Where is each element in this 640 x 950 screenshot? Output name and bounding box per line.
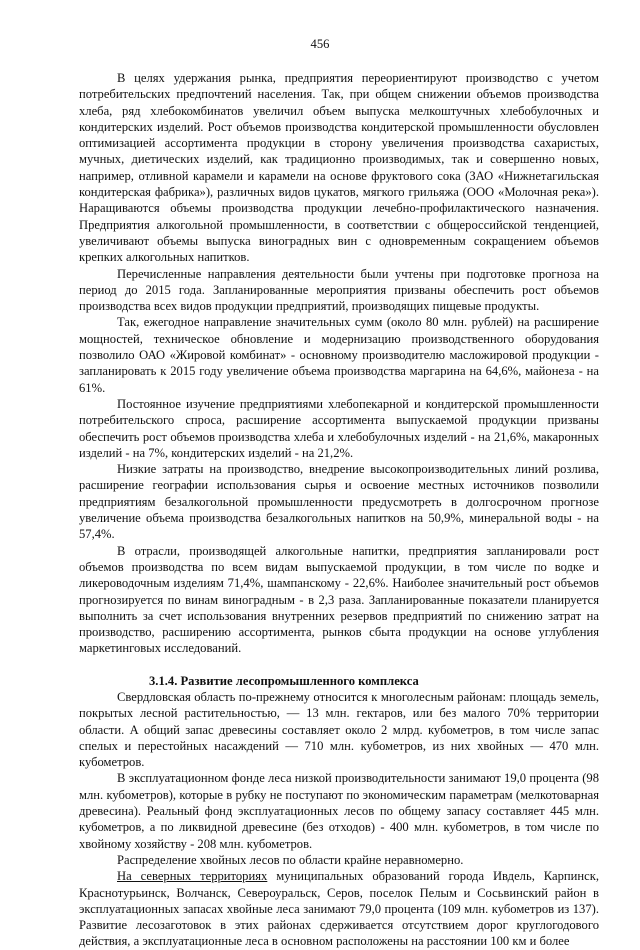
- paragraph: В отрасли, производящей алкогольные напитки, предприятия запланировали рост объемов производства по всем видам выпускаемой продукции, в том числе по водке и ликероводочным изделиям 71,4%, шампанскому - 22,6%. Наиболее значительный рост объемов прогнозируется по винам виноградным - в 2,3 раза. Запланированные показатели планируется выполнить за счет использования внутренних резервов предприятий по снижению затрат на производство, расширению ассортимента, рынков сбыта продукции на основе углубления маркетинговых исследований.: [79, 543, 599, 656]
- paragraph: В эксплуатационном фонде леса низкой производительности занимают 19,0 процента (98 млн. кубометров), которые в рубку не поступают по экономическим параметрам (мелкотоварная древесина). Реальный фонд эксплуатационных лесов по общему запасу составляет 445 млн. кубометров, а по ликвидной древесине (без отходов) - 400 млн. кубометров, в том числе по хвойному хозяйству - 208 млн. кубометров.: [79, 771, 599, 851]
- underlined-phrase: На северных территориях: [117, 869, 268, 884]
- paragraph: Низкие затраты на производство, внедрение высокопроизводительных линий розлива, расширение географии использования сырья и освоение местных источников позволили предприятиям безалкогольной промышленности предусмотреть в долгосрочном прогнозе увеличение объема производства безалкогольных напитков на 50,9%, минеральной воды - на 57,4%.: [79, 462, 599, 542]
- paragraph-text: муниципальных образований города Ивдель, Карпинск, Краснотурьинск, Волчанск, Североуральск, Серов, поселок Пелым и Сосьвинский район в эксплуатационных запасах хвойные леса занимают 79,0 процента (109 млн. кубометров из 137). Развитие лесозаготовок в этих районах сдерживается отсутствием дорог круглогодового действия, а эксплуатационные леса в основном расположены на расстоянии 100 км и более: [79, 869, 599, 949]
- paragraph: Так, ежегодное направление значительных сумм (около 80 млн. рублей) на расширение мощностей, техническое обновление и модернизацию производственного оборудования позволило ОАО «Жировой комбинат» - основному производителю масложировой продукции - запланировать к 2015 году увеличение объема производства маргарина на 64,6%, майонеза - на 61%.: [79, 315, 599, 395]
- document-body: [79, 70, 599, 950]
- paragraph: Перечисленные направления деятельности были учтены при подготовке прогноза на период до 2015 года. Запланированные мероприятия призваны обеспечить рост объемов производства всех видов продукции предприятий, производящих пищевые продукты.: [79, 266, 599, 314]
- paragraph: Распределение хвойных лесов по области крайне неравномерно.: [117, 852, 464, 867]
- paragraph: В целях удержания рынка, предприятия переориентируют производство с учетом потребительских предпочтений населения. Так, при общем снижении объемов производства хлеба, ряд хлебокомбинатов увеличил объем выпуска мелкоштучных хлебобулочных и кондитерских изделий. Рост объемов производства кондитерской промышленности обусловлен оптимизацией ассортимента продукции в сторону увеличения производства сахаристых, мучных, диетических изделий, как традиционно производимых, так и совершенно новых, например, отливной карамели и карамели на основе фруктового сока (ЗАО «Нижнетагильская кондитерская фабрика»), различных видов цукатов, мягкого грильяжа (ООО «Молочная река»). Наращиваются объемы производства продукции лечебно-профилактического назначения. Предприятия алкогольной промышленности, в соответствии с общероссийской тенденцией, увеличивают объемы выпуска виноградных вин с одновременным сокращением объемов крепких алкогольных напитков.: [79, 71, 599, 265]
- section-heading: 3.1.4. Развитие лесопромышленного комплекса: [149, 673, 419, 688]
- paragraph: [79, 868, 599, 949]
- paragraph: Постоянное изучение предприятиями хлебопекарной и кондитерской промышленности потребительского спроса, расширение ассортимента выпускаемой продукции призваны обеспечить рост объемов производства хлеба и хлебобулочных изделий - на 21,6%, макаронных изделий - на 7%, кондитерских изделий - на 21,2%.: [79, 396, 599, 460]
- paragraph: Свердловская область по-прежнему относится к многолесным районам: площадь земель, покрытых лесной растительностью, — 13 млн. гектаров, или без малого 70% территории области. А общий запас древесины составляет около 2 млрд. кубометров, в том числе запас спелых и перестойных насаждений — 710 млн. кубометров, из них хвойных — 470 млн. кубометров.: [79, 689, 599, 770]
- page-number: 456: [310, 37, 330, 51]
